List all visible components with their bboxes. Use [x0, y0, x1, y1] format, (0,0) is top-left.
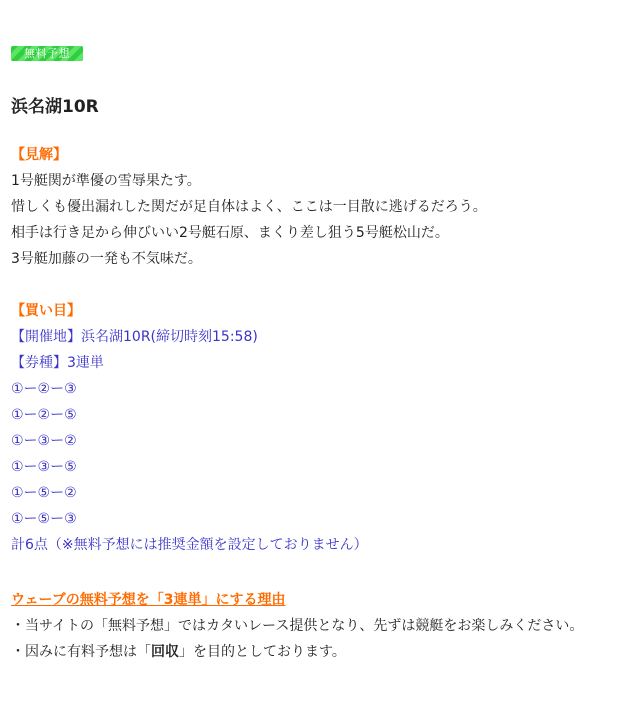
combo-item: ①ー⑤ー③	[11, 511, 77, 527]
combo-item: ①ー②ー⑤	[11, 407, 77, 423]
kenkai-line-3: 相手は行き足から伸びいい2号艇石原、まくり差し狙う5号艇松山だ。	[11, 225, 449, 241]
race-title: 浜名湖10R	[11, 97, 99, 117]
kaime-heading: 【買い目】	[11, 303, 81, 319]
reason-line-1: ・当サイトの「無料予想」ではカタいレース提供となり、先ずは競艇をお楽しみください。	[11, 618, 584, 634]
reason-line-2	[11, 642, 346, 662]
kenkai-line-1: 1号艇関が準優の雪辱果たす。	[11, 173, 201, 189]
reason-line-2-pre: ・因みに有料予想は「	[11, 644, 151, 660]
bet-type-line: 【券種】3連単	[11, 355, 104, 371]
kenkai-line-4: 3号艇加藤の一発も不気味だ。	[11, 251, 202, 267]
kenkai-line-2: 惜しくも優出漏れした関だが足自体はよく、ここは一目散に逃げるだろう。	[11, 199, 487, 215]
free-prediction-badge: 無料予想	[11, 46, 83, 61]
reason-line-2-bold: 回収	[151, 644, 179, 660]
total-points-line: 計6点（※無料予想には推奨金額を設定しておりません）	[11, 537, 368, 553]
reason-link[interactable]: ウェーブの無料予想を「3連単」にする理由	[11, 592, 286, 608]
venue-line: 【開催地】浜名湖10R(締切時刻15:58)	[11, 329, 258, 345]
combo-item: ①ー③ー⑤	[11, 459, 77, 475]
reason-line-2-post: 」を目的としております。	[179, 644, 346, 660]
combo-item: ①ー②ー③	[11, 381, 77, 397]
combo-item: ①ー③ー②	[11, 433, 77, 449]
combo-item: ①ー⑤ー②	[11, 485, 77, 501]
kenkai-heading: 【見解】	[11, 147, 67, 163]
